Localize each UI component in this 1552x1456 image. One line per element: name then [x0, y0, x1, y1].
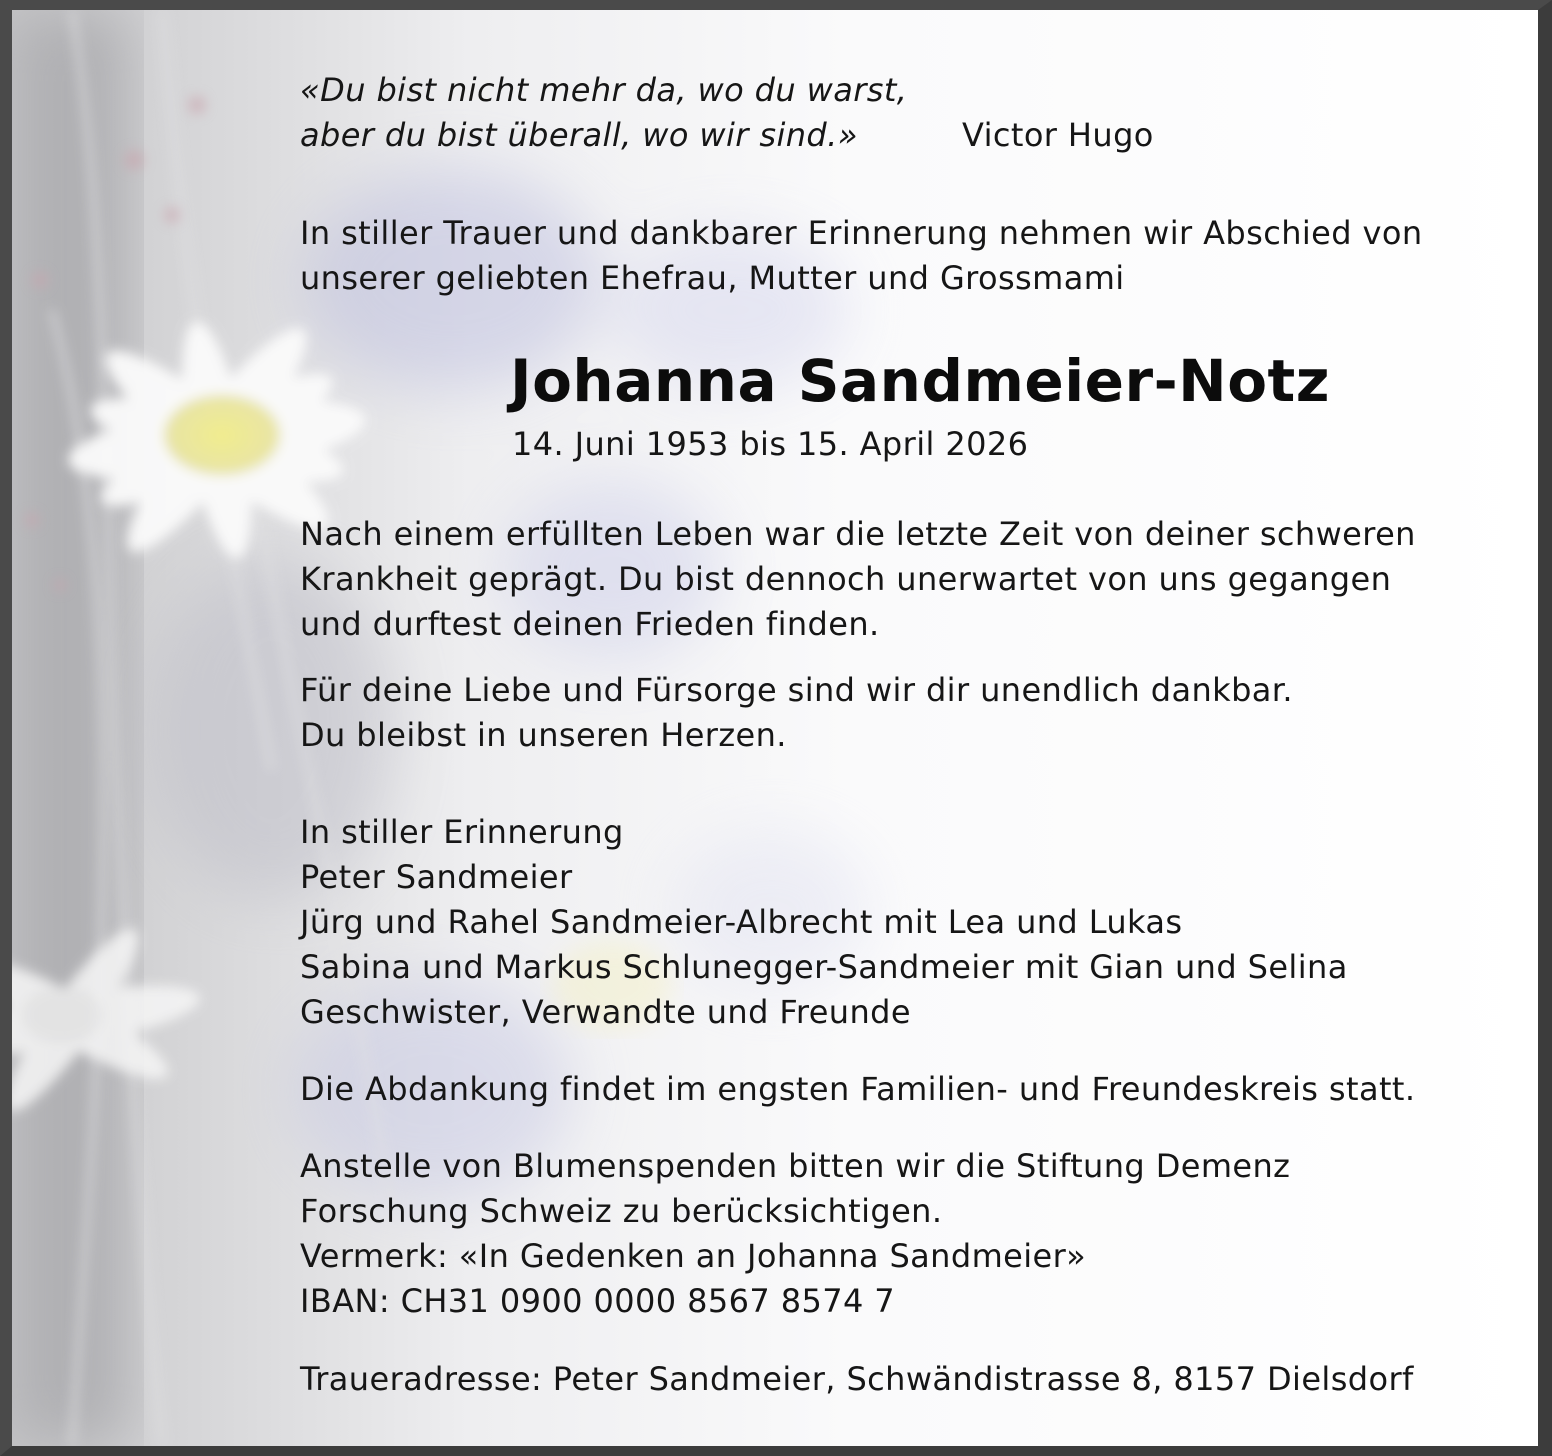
mourning-address: Traueradresse: Peter Sandmeier, Schwändistrasse 8, 8157 Dielsdorf — [300, 1360, 1414, 1398]
donation-line: Vermerk: «In Gedenken an Johanna Sandmeier» — [300, 1237, 1087, 1275]
mourners-heading: In stiller Erinnerung — [300, 813, 624, 851]
quote-line-1: «Du bist nicht mehr da, wo du warst, — [300, 71, 908, 109]
intro-line-1: In stiller Trauer und dankbarer Erinnerung nehmen wir Abschied von — [300, 214, 1423, 252]
iban-line: IBAN: CH31 0900 0000 8567 8574 7 — [300, 1282, 896, 1320]
mourner-name: Sabina und Markus Schlunegger-Sandmeier mit Gian und Selina — [300, 948, 1348, 986]
quote-author: Victor Hugo — [962, 116, 1154, 154]
message-line: Für deine Liebe und Fürsorge sind wir dir unendlich dankbar. — [300, 671, 1293, 709]
quote-line-2: aber du bist überall, wo wir sind.» — [300, 116, 858, 154]
mourner-name: Geschwister, Verwandte und Freunde — [300, 993, 911, 1031]
message-line: Krankheit geprägt. Du bist dennoch unerwartet von uns gegangen — [300, 560, 1392, 598]
donation-line: Forschung Schweiz zu berücksichtigen. — [300, 1192, 943, 1230]
mourner-name: Peter Sandmeier — [300, 858, 573, 896]
deceased-name: Johanna Sandmeier-Notz — [510, 347, 1331, 415]
intro-line-2: unserer geliebten Ehefrau, Mutter und Grossmami — [300, 259, 1125, 297]
notice-text — [12, 10, 1538, 1446]
ceremony-note: Die Abdankung findet im engsten Familien- und Freundeskreis statt. — [300, 1070, 1416, 1108]
message-line: Du bleibst in unseren Herzen. — [300, 716, 787, 754]
message-line: und durftest deinen Frieden finden. — [300, 605, 880, 643]
mourner-name: Jürg und Rahel Sandmeier-Albrecht mit Lea und Lukas — [300, 903, 1183, 941]
life-dates: 14. Juni 1953 bis 15. April 2026 — [512, 425, 1029, 463]
donation-line: Anstelle von Blumenspenden bitten wir die Stiftung Demenz — [300, 1147, 1291, 1185]
message-line: Nach einem erfüllten Leben war die letzte Zeit von deiner schweren — [300, 515, 1416, 553]
